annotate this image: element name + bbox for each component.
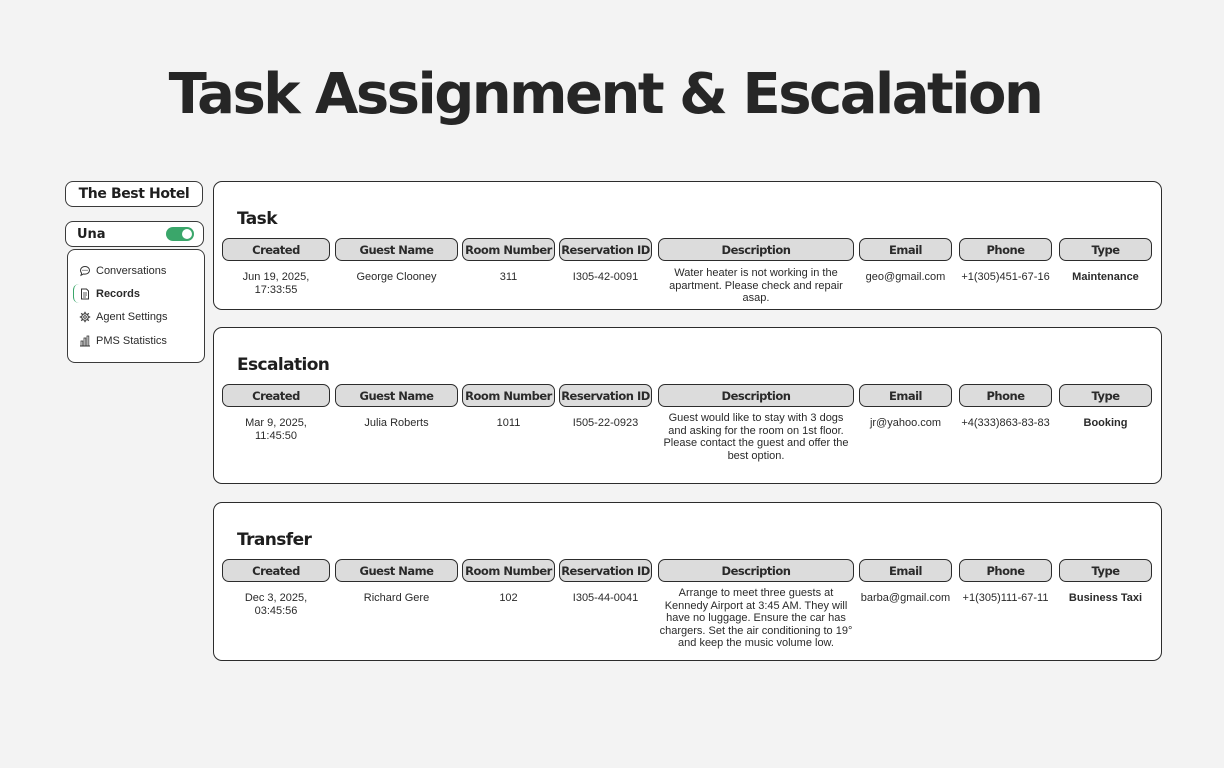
transfer-panel — [213, 502, 1162, 661]
column-header-room-number[interactable]: Room Number — [462, 238, 555, 261]
cell-guest-name: Richard Gere — [363, 592, 430, 604]
chat-bubble-icon — [78, 264, 92, 278]
agent-selector[interactable] — [65, 221, 204, 247]
column-header-description[interactable]: Description — [658, 559, 854, 582]
document-icon — [78, 287, 92, 301]
sidebar-item-records[interactable] — [68, 282, 204, 305]
panel-title: Transfer — [237, 530, 312, 550]
cell-room-number: 311 — [499, 271, 518, 283]
column-header-reservation-id[interactable]: Reservation ID — [559, 238, 652, 261]
column-header-room-number[interactable]: Room Number — [462, 559, 555, 582]
cell-type: Booking — [1083, 417, 1128, 429]
task-panel — [213, 181, 1162, 310]
column-header-type[interactable]: Type — [1059, 384, 1152, 407]
cell-created: Mar 9, 2025, 11:45:50 — [245, 417, 307, 442]
column-header-created[interactable]: Created — [222, 559, 330, 582]
sidebar-item-label: Conversations — [96, 264, 167, 277]
gear-icon — [78, 310, 92, 324]
column-header-phone[interactable]: Phone — [959, 384, 1052, 407]
escalation-panel — [213, 327, 1162, 484]
agent-toggle[interactable] — [166, 227, 194, 241]
cell-created: Jun 19, 2025, 17:33:55 — [242, 271, 310, 296]
cell-description: Guest would like to stay with 3 dogs and asking for the room on 1st floor. Please contact the guest and offer the best option. — [663, 412, 849, 462]
sidebar-item-agent-settings[interactable] — [68, 306, 204, 329]
column-header-reservation-id[interactable]: Reservation ID — [559, 384, 652, 407]
cell-email: barba@gmail.com — [860, 592, 951, 604]
bar-chart-icon — [78, 334, 92, 348]
column-header-email[interactable]: Email — [859, 559, 952, 582]
sidebar-item-label: PMS Statistics — [96, 334, 167, 347]
column-header-created[interactable]: Created — [222, 384, 330, 407]
cell-guest-name: Julia Roberts — [364, 417, 429, 429]
column-header-description[interactable]: Description — [658, 238, 854, 261]
agent-name: Una — [77, 226, 106, 242]
column-header-guest-name[interactable]: Guest Name — [335, 384, 458, 407]
sidebar-item-label: Agent Settings — [96, 311, 168, 324]
column-header-type[interactable]: Type — [1059, 559, 1152, 582]
cell-email: jr@yahoo.com — [869, 417, 942, 429]
column-header-description[interactable]: Description — [658, 384, 854, 407]
page-title: Task Assignment & Escalation — [168, 62, 1042, 127]
sidebar-item-pms-statistics[interactable] — [68, 329, 204, 352]
column-header-guest-name[interactable]: Guest Name — [335, 238, 458, 261]
column-header-reservation-id[interactable]: Reservation ID — [559, 559, 652, 582]
column-header-phone[interactable]: Phone — [959, 238, 1052, 261]
column-header-email[interactable]: Email — [859, 238, 952, 261]
cell-description: Water heater is not working in the apartment. Please check and repair asap. — [669, 267, 843, 304]
cell-email: geo@gmail.com — [865, 271, 946, 283]
cell-phone: +1(305)451-67-16 — [961, 271, 1050, 283]
cell-reservation-id: I305-44-0041 — [572, 592, 639, 604]
panel-title: Task — [237, 209, 277, 229]
column-header-email[interactable]: Email — [859, 384, 952, 407]
sidebar-nav — [67, 249, 205, 363]
cell-type: Business Taxi — [1068, 592, 1143, 604]
cell-guest-name: George Clooney — [356, 271, 437, 283]
cell-type: Maintenance — [1072, 271, 1139, 283]
sidebar-item-label: Records — [96, 287, 141, 300]
cell-reservation-id: I505-22-0923 — [572, 417, 639, 429]
panel-title: Escalation — [237, 355, 330, 375]
sidebar-item-conversations[interactable] — [68, 259, 204, 282]
cell-phone: +1(305)111-67-11 — [962, 592, 1049, 604]
cell-room-number: 1011 — [496, 417, 521, 429]
cell-room-number: 102 — [499, 592, 518, 604]
column-header-type[interactable]: Type — [1059, 238, 1152, 261]
column-header-phone[interactable]: Phone — [959, 559, 1052, 582]
cell-phone: +4(333)863-83-83 — [961, 417, 1050, 429]
column-header-guest-name[interactable]: Guest Name — [335, 559, 458, 582]
hotel-name-box[interactable] — [65, 181, 203, 207]
cell-description: Arrange to meet three guests at Kennedy Airport at 3:45 AM. They will have no luggage. Ensure the car has chargers. Set the air conditioning to 19° and keep the music volume low. — [659, 587, 853, 649]
column-header-room-number[interactable]: Room Number — [462, 384, 555, 407]
column-header-created[interactable]: Created — [222, 238, 330, 261]
cell-created: Dec 3, 2025, 03:45:56 — [244, 592, 308, 617]
hotel-name: The Best Hotel — [78, 186, 190, 202]
cell-reservation-id: I305-42-0091 — [572, 271, 639, 283]
